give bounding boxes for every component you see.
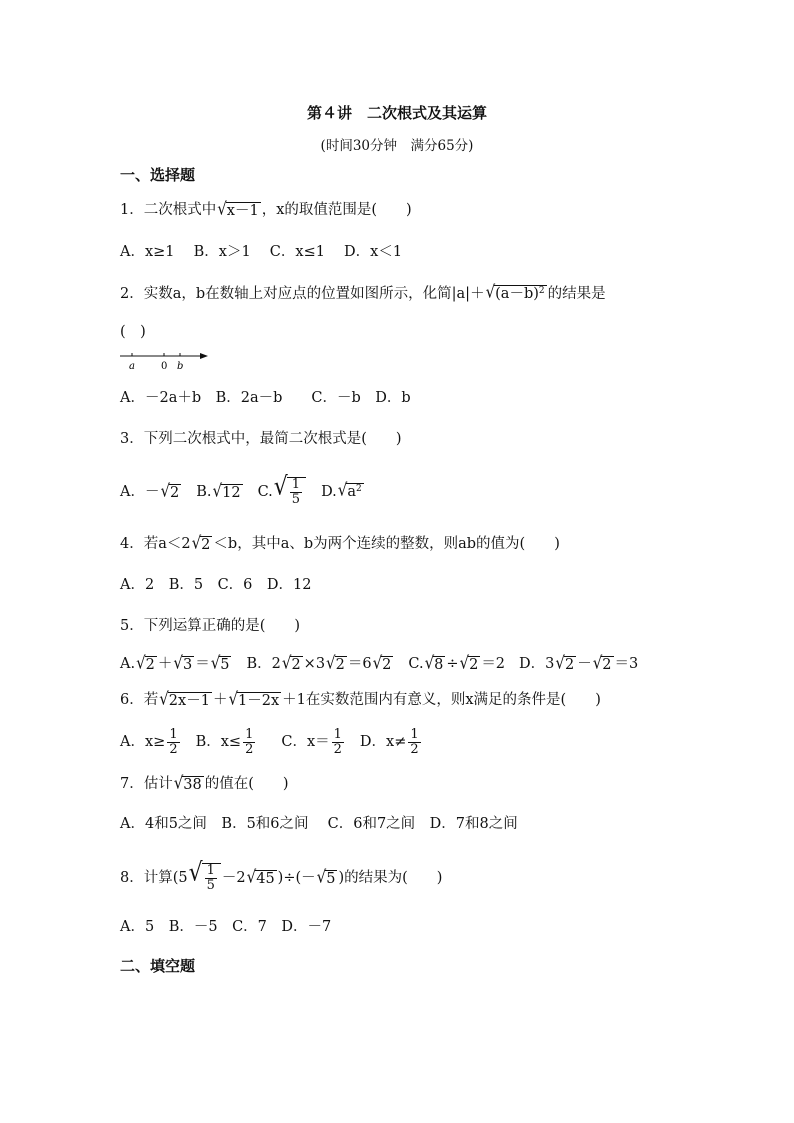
q6-optA-num: 1 <box>169 726 178 742</box>
q1-radicand: x－1 <box>226 202 259 219</box>
section-choice-heading: 一、选择题 <box>120 166 196 184</box>
q5-optB-r1-radicand: 2 <box>291 656 301 673</box>
q6-optB-num: 1 <box>245 726 254 742</box>
q3-optD-radical: √ $a^2$ <box>337 478 362 500</box>
number-line-arrow <box>200 353 208 359</box>
q4-radical: √ 2 <box>191 531 211 553</box>
q3-optA-radicand: 2 <box>170 484 180 501</box>
q7-text-pre: 7．估计 <box>120 776 173 792</box>
q6-optC-den: 2 <box>333 741 342 757</box>
page-subtitle: (时间30分钟 满分65分) <box>320 138 474 154</box>
q2-text-pre: 2．实数a，b在数轴上对应点的位置如图所示，化简|a|＋ <box>120 286 485 302</box>
q5-optB-eq: ＝6 <box>347 656 372 672</box>
q5-optB-mid: ×3 <box>303 656 326 672</box>
q5-optC-pre: C. <box>408 656 424 672</box>
q2-radical: √ $(a-b)^2$ <box>485 280 545 302</box>
q6-optB-fraction <box>243 728 255 757</box>
q3-options <box>120 474 365 510</box>
number-line-figure <box>120 350 210 372</box>
q3-optC-denominator: 5 <box>291 492 301 507</box>
q1-text-post: ，x的取值范围是( ) <box>261 202 412 218</box>
q5-optC-r1-radicand: 8 <box>434 656 444 673</box>
q5-optD-r1: √ 2 <box>555 651 575 673</box>
question-7 <box>120 770 289 798</box>
q8-denominator: 5 <box>206 878 215 893</box>
q6-plus: ＋ <box>212 692 228 708</box>
q6-optD-fraction <box>408 728 420 757</box>
q4-text-post: ＜b，其中a、b为两个连续的整数，则ab的值为( ) <box>213 536 560 552</box>
q8-radicand-1: 45 <box>256 870 275 887</box>
q6-optB-den: 2 <box>245 741 254 757</box>
q6-text-pre: 6．若 <box>120 692 159 708</box>
q5-optB-r3-radicand: 2 <box>382 656 392 673</box>
q8-text-mid: －2 <box>221 870 246 886</box>
q6-text-post: ＋1在实数范围内有意义，则x满足的条件是( ) <box>282 692 601 708</box>
q8-radical-2: √ 5 <box>316 865 336 887</box>
question-2 <box>120 280 606 308</box>
q6-optC-pre: C．x＝ <box>281 734 330 750</box>
question-8 <box>120 858 442 898</box>
q5-optB-r2: √ 2 <box>326 651 345 673</box>
q6-optD-pre: D．x≠ <box>359 734 407 750</box>
q5-optA-r1-radicand: 2 <box>145 656 155 673</box>
q3-optB-radicand: 12 <box>222 484 241 501</box>
q6-radical-1: √ 2x－1 <box>159 687 210 709</box>
q5-optB-r2-radicand: 2 <box>335 656 345 673</box>
q3-optA-pre: A．－ <box>120 484 160 500</box>
q5-optD-eq: ＝3 <box>614 656 639 672</box>
q5-optC-r2-radicand: 2 <box>469 656 479 673</box>
q2-radicand: (a－b) <box>495 285 539 302</box>
section-fill-heading: 二、填空题 <box>120 957 196 975</box>
q5-optA-plus: ＋ <box>157 656 173 672</box>
q1-text-pre: 1．二次根式中 <box>120 202 217 218</box>
q6-optC-fraction <box>332 728 344 757</box>
question-6 <box>120 686 601 714</box>
q3-optC-numerator: 1 <box>291 477 301 492</box>
q5-options <box>120 650 638 678</box>
q6-optD-den: 2 <box>410 741 419 757</box>
q6-optB-pre: B．x≤ <box>195 734 242 750</box>
q5-optC-r2: √ 2 <box>459 651 479 673</box>
q4-text-pre: 4．若a＜2 <box>120 536 191 552</box>
question-4 <box>120 530 560 558</box>
q5-optB-pre: B．2 <box>246 656 281 672</box>
label-a: a <box>129 361 135 372</box>
q5-optC-r1: √ 8 <box>424 651 444 673</box>
q5-optB-r3: √ 2 <box>372 651 392 673</box>
q5-optA-r3: √ 5 <box>210 651 230 673</box>
q5-optA-eq: ＝ <box>195 656 210 672</box>
q8-radical-1: √ 45 <box>246 865 275 887</box>
page-title: 第４讲 二次根式及其运算 <box>306 104 487 122</box>
q8-numerator: 1 <box>206 863 215 878</box>
q3-optC-pre: C. <box>257 484 273 500</box>
q6-options <box>120 724 423 760</box>
q5-optA-r2-radicand: 3 <box>182 656 193 673</box>
q5-optA-pre: A. <box>120 656 136 672</box>
q6-radical-2: √ 1－2x <box>228 687 280 709</box>
q5-optC-eq: ＝2 <box>481 656 506 672</box>
q5-optA-r2: √ 3 <box>173 651 193 673</box>
q4-options: A．2 B．5 C．6 D．12 <box>120 577 312 593</box>
q8-frac-radical: √ $\frac{1}{5}$ <box>189 863 221 893</box>
q3-optD-radicand: a <box>347 483 356 500</box>
q6-radicand-2: 1－2x <box>238 692 280 709</box>
q7-radicand: 38 <box>183 776 202 793</box>
q6-radicand-1: 2x－1 <box>168 692 210 709</box>
q2-exponent: 2 <box>538 285 545 296</box>
q1-options: A．x≥1 B．x＞1 C．x≤1 D．x＜1 <box>120 244 403 260</box>
q5-optB-r1: √ 2 <box>281 651 301 673</box>
question-3: 3．下列二次根式中，最简二次根式是( ) <box>120 431 402 447</box>
q8-text-pre: 8．计算(5 <box>120 870 188 886</box>
q2-options: A．－2a＋b B．2a－b C．－b D．b <box>120 390 411 406</box>
q5-optD-r1-radicand: 2 <box>564 656 575 673</box>
q4-radicand: 2 <box>201 536 211 553</box>
q7-options: A．4和5之间 B．5和6之间 C．6和7之间 D．7和8之间 <box>120 816 518 832</box>
q6-optA-den: 2 <box>169 741 178 757</box>
q8-radicand-2: 5 <box>326 870 336 887</box>
q7-text-post: 的值在( ) <box>204 776 289 792</box>
label-b: b <box>177 361 184 372</box>
q2-paren: ( ) <box>120 324 146 340</box>
question-5: 5．下列运算正确的是( ) <box>120 618 301 634</box>
q5-optD-mid: － <box>577 656 592 672</box>
q6-optA-fraction <box>167 728 179 757</box>
q3-optA-radical: √ 2 <box>160 479 180 501</box>
q5-optA-r1: √ 2 <box>136 651 155 673</box>
question-1 <box>120 196 412 224</box>
q6-optA-pre: A．x≥ <box>120 734 166 750</box>
label-zero: 0 <box>161 361 168 372</box>
q3-optD-pre: D. <box>321 484 337 500</box>
q8-text-mid2: )÷(－ <box>277 870 316 886</box>
q6-optC-num: 1 <box>333 726 342 742</box>
q8-text-post: )的结果为( ) <box>338 870 443 886</box>
q3-optB-radical: √ 12 <box>212 479 241 501</box>
q5-optD-r2: √ 2 <box>592 651 612 673</box>
q5-optD-r2-radicand: 2 <box>602 656 612 673</box>
q3-optC-radical: √ $\frac{1}{5}$ <box>274 477 306 507</box>
q1-radical: √ x－1 <box>217 197 259 219</box>
q2-text-post: 的结果是 <box>547 286 606 302</box>
q3-optB-pre: B. <box>196 484 212 500</box>
q3-optD-exponent: 2 <box>356 483 362 494</box>
q8-options: A．5 B．－5 C．7 D．－7 <box>120 919 332 935</box>
q5-optD-pre: D．3 <box>519 656 555 672</box>
q6-optD-num: 1 <box>410 726 419 742</box>
q5-optA-r3-radicand: 5 <box>220 656 230 673</box>
q5-optC-mid: ÷ <box>446 656 459 672</box>
q7-radical: √ 38 <box>173 771 202 793</box>
